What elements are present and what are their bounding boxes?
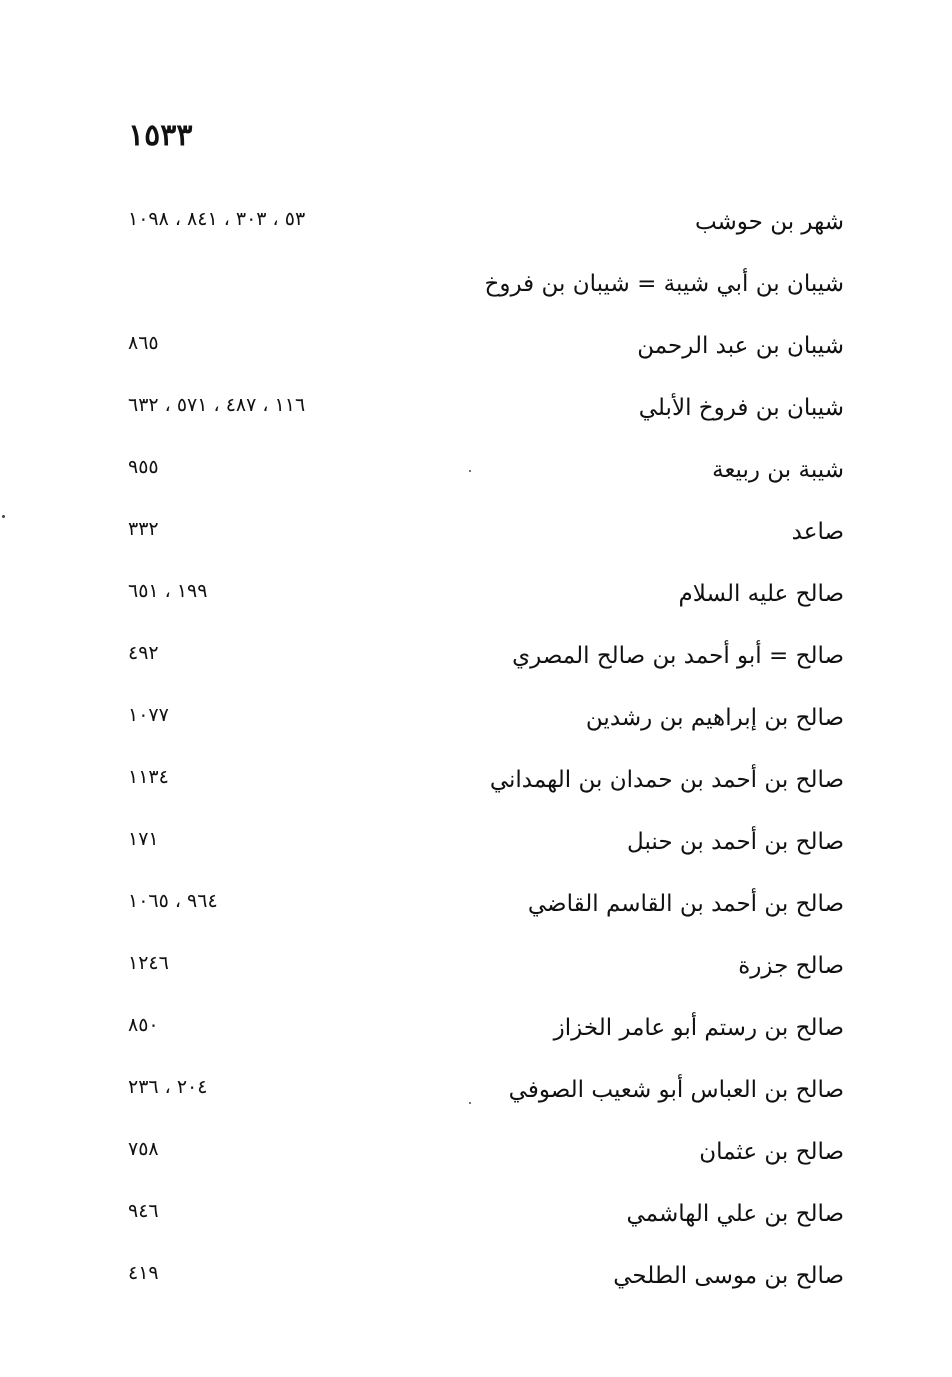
entry-pages: ٨٦٥	[128, 332, 159, 354]
entry-name: شيبة بن ربيعة	[712, 457, 844, 483]
entry-name: صاعد	[791, 519, 844, 545]
index-entry	[0, 326, 952, 366]
scan-speck	[2, 515, 5, 518]
entry-pages: ٤١٩	[128, 1262, 159, 1284]
index-entry	[0, 1194, 952, 1234]
entry-name: صالح بن أحمد بن حنبل	[627, 829, 844, 855]
entry-name: شهر بن حوشب	[694, 209, 844, 235]
index-entry	[0, 760, 952, 800]
index-entry	[0, 1008, 952, 1048]
entry-pages: ١١٣٤	[128, 766, 169, 788]
entry-pages: ١١٦ ، ٤٨٧ ، ٥٧١ ، ٦٣٢	[128, 394, 306, 416]
entry-name: صالح بن عثمان	[699, 1139, 844, 1165]
entry-pages: ١٢٤٦	[128, 952, 169, 974]
entry-name: شيبان بن أبي شيبة = شيبان بن فروخ	[484, 271, 844, 297]
index-entry	[0, 822, 952, 862]
entry-name: صالح بن أحمد بن حمدان بن الهمداني	[489, 767, 844, 793]
entry-pages: ٩٦٤ ، ١٠٦٥	[128, 890, 218, 912]
entry-pages: ٨٥٠	[128, 1014, 159, 1036]
entry-name: شيبان بن فروخ الأبلي	[638, 395, 844, 421]
index-entry	[0, 450, 952, 490]
index-entry	[0, 884, 952, 924]
entry-name: صالح بن أحمد بن القاسم القاضي	[527, 891, 844, 917]
entry-name: صالح بن رستم أبو عامر الخزاز	[553, 1015, 844, 1041]
entry-name: صالح بن علي الهاشمي	[626, 1201, 844, 1227]
index-entry	[0, 512, 952, 552]
entry-pages: ٢٠٤ ، ٢٣٦	[128, 1076, 208, 1098]
index-entry	[0, 698, 952, 738]
entry-pages: ٧٥٨	[128, 1138, 159, 1160]
entry-pages: ١٠٧٧	[128, 704, 169, 726]
index-entry	[0, 202, 952, 242]
index-entry	[0, 264, 952, 304]
entry-pages: ٩٤٦	[128, 1200, 159, 1222]
entry-pages: ١٩٩ ، ٦٥١	[128, 580, 208, 602]
index-entry	[0, 574, 952, 614]
entry-name: شيبان بن عبد الرحمن	[637, 333, 844, 359]
entry-pages: ٤٩٢	[128, 642, 159, 664]
index-entry	[0, 1132, 952, 1172]
entry-pages: ١٧١	[128, 828, 159, 850]
index-entry	[0, 636, 952, 676]
index-entry	[0, 1256, 952, 1296]
entry-name: صالح بن العباس أبو شعيب الصوفي	[508, 1077, 844, 1103]
index-entry	[0, 946, 952, 986]
page-number: ١٥٣٣	[128, 118, 193, 153]
entry-name: صالح بن إبراهيم بن رشدين	[585, 705, 844, 731]
entry-name: صالح = أبو أحمد بن صالح المصري	[512, 643, 844, 669]
index-entry	[0, 1070, 952, 1110]
entry-name: صالح جزرة	[738, 953, 844, 979]
scan-speck	[469, 1102, 471, 1104]
scan-speck	[469, 470, 471, 472]
entry-pages: ٥٣ ، ٣٠٣ ، ٨٤١ ، ١٠٩٨	[128, 208, 306, 230]
entry-pages: ٩٥٥	[128, 456, 159, 478]
entry-name: صالح عليه السلام	[678, 581, 844, 607]
index-entry	[0, 388, 952, 428]
entry-name: صالح بن موسى الطلحي	[613, 1263, 844, 1289]
entry-pages: ٣٣٢	[128, 518, 159, 540]
